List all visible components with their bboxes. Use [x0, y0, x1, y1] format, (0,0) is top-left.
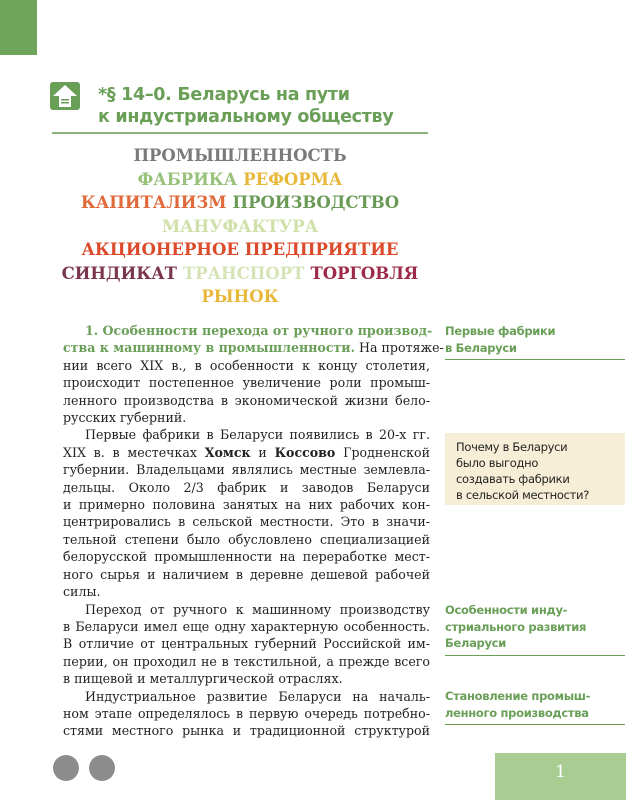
margin-note-industry-formation: [445, 688, 625, 725]
note-line: Беларуси: [445, 636, 506, 650]
note-line: Первые фабрики: [445, 324, 556, 338]
nav-dot-next[interactable]: [89, 755, 115, 781]
question-line: было выгодно: [456, 456, 539, 470]
text-line: ленного производства в экономической жизни бело-: [63, 392, 430, 408]
text-line: губернии. Владельцами являлись местные землевла-: [63, 462, 430, 478]
arrow-up-icon: [50, 82, 80, 110]
keyword: АКЦИОНЕРНОЕ ПРЕДПРИЯТИЕ: [81, 240, 399, 259]
keyword-cloud: [52, 144, 428, 309]
keyword: СИНДИКАТ: [61, 263, 177, 283]
text: Гродненской: [335, 444, 431, 460]
text-line: происходит постепенное увеличение роли промыш-: [63, 375, 430, 391]
text-line: тельной степени было обусловлено специализацией: [63, 531, 430, 547]
place-name: Коссово: [274, 444, 336, 460]
keyword-row: [52, 168, 428, 192]
text-line: стями местного рынка и традиционной структурой: [63, 723, 430, 739]
text-line: в Беларуси имел еще одну характерную особенность.: [63, 618, 430, 634]
note-line: стриального развития: [445, 619, 587, 634]
text: На протяже-: [355, 340, 444, 356]
text-line: ном этапе определялось в первую очередь потребно-: [63, 705, 430, 721]
text-line: и примерно половина занятых на них рабочих кон-: [63, 497, 430, 513]
text-line: силы.: [63, 584, 101, 600]
page-number: 1: [495, 753, 626, 800]
text-line: белорусской промышленности на переработке мест-: [63, 549, 430, 565]
note-line: ленного производства: [445, 705, 589, 720]
margin-note-industrial-development: [445, 602, 625, 656]
text-line: [63, 339, 444, 356]
note-line: Особенности инду-: [445, 603, 568, 617]
place-name: Хомск: [204, 444, 251, 460]
text-line: Индустриальное развитие Беларуси на началь-: [85, 688, 430, 704]
text-line: дельцы. Около 2/3 фабрик и заводов Беларуси: [63, 479, 430, 495]
question-box: [445, 433, 625, 505]
keyword-row: [52, 215, 428, 239]
text-line: в пищевой и металлургической отраслях.: [63, 671, 343, 687]
subheading: 1. Особенности перехода от ручного производ-: [85, 323, 433, 338]
title-divider: [52, 132, 428, 134]
text: и: [250, 444, 275, 460]
nav-dot-prev[interactable]: [53, 755, 79, 781]
text-line: В отличие от центральных губерний Российской им-: [63, 636, 430, 652]
margin-note-first-factories: [445, 323, 625, 360]
title-line: к индустриальному обществу: [98, 107, 394, 127]
text-line: перии, он проходил не в текстильной, а прежде всего: [63, 653, 430, 669]
text: XIX в. в местечках: [63, 444, 205, 460]
keyword: ТОРГОВЛЯ: [310, 263, 419, 283]
text-line: [63, 444, 430, 461]
keyword-row: [52, 191, 428, 215]
text-line: нии всего XIX в., в особенности к концу столетия,: [63, 357, 430, 373]
subheading: ства к машинному в промышленности.: [63, 340, 356, 356]
text-line: центрировались в сельской местности. Это в значи-: [63, 514, 430, 530]
text-line: русских губерний.: [63, 410, 187, 426]
question-line: Почему в Беларуси: [456, 440, 568, 454]
keyword-row: [52, 144, 428, 168]
question-line: в сельской местности?: [456, 488, 590, 502]
note-line: Становление промыш-: [445, 689, 591, 703]
keyword: КАПИТАЛИЗМ: [80, 193, 227, 212]
keyword: ТРАНСПОРТ: [182, 263, 305, 283]
text-line: Первые фабрики в Беларуси появились в 20-х гг.: [85, 427, 430, 443]
note-line: в Беларуси: [445, 340, 517, 355]
text-line: ного сырья и наличием в деревне дешевой рабочей: [63, 566, 430, 582]
question-line: создавать фабрики: [456, 472, 570, 486]
keyword: ПРОИЗВОДСТВО: [232, 193, 400, 212]
keyword: ФАБРИКА: [137, 169, 238, 189]
keyword: МАНУФАКТУРА: [161, 216, 319, 236]
keyword: ПРОМЫШЛЕННОСТЬ: [133, 146, 347, 165]
keyword-row: [52, 285, 428, 309]
section-title: [98, 84, 393, 128]
keyword-row: [52, 262, 428, 286]
main-text: [63, 322, 444, 740]
keyword-row: [52, 238, 428, 262]
title-line: *§ 14–0. Беларусь на пути: [98, 85, 350, 105]
keyword: РЫНОК: [201, 287, 279, 306]
corner-tab: [0, 0, 37, 55]
text-line: Переход от ручного к машинному производству: [85, 601, 430, 617]
keyword: РЕФОРМА: [243, 169, 343, 189]
